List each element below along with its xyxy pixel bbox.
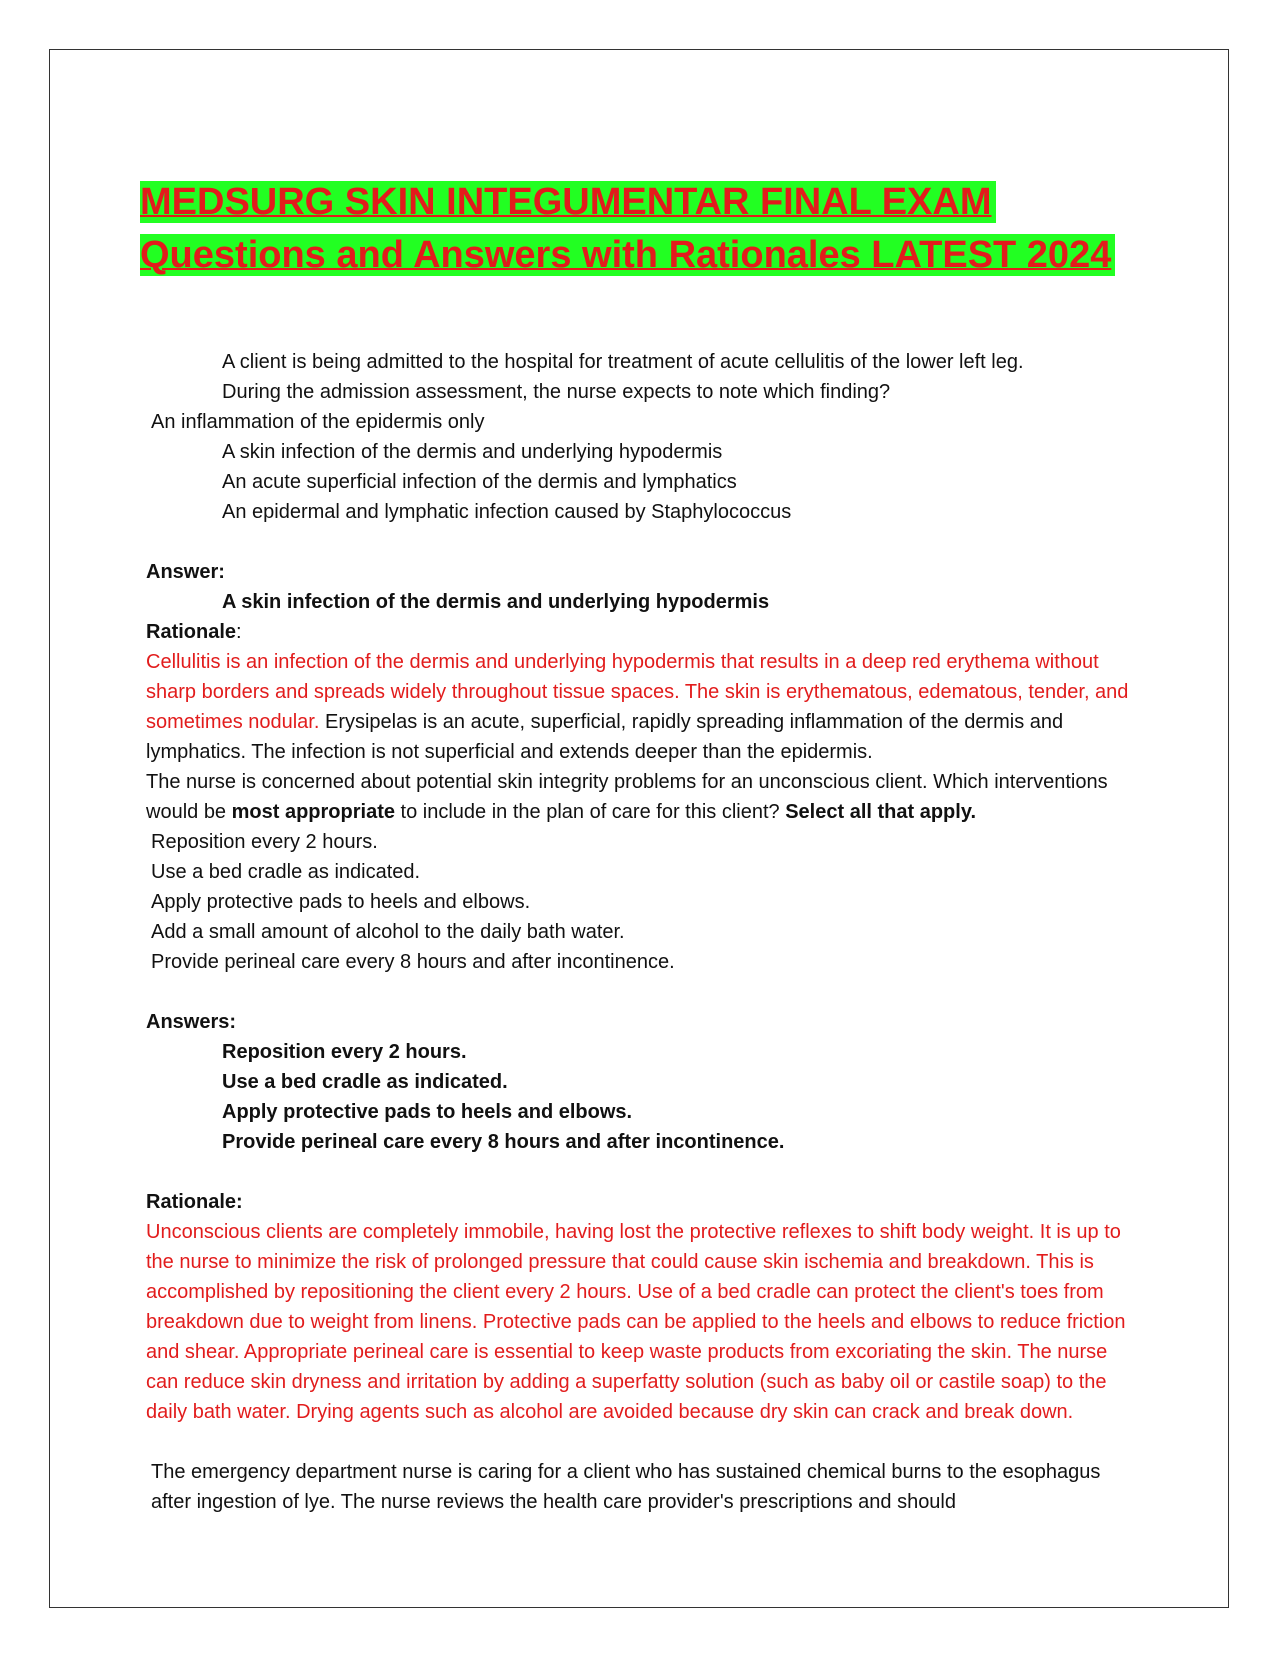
q2-option-5: Provide perineal care every 8 hours and after incontinence. [151,951,675,973]
q1-rationale-colon: : [236,621,242,643]
document-body [146,347,1136,1517]
title-line-2: Questions and Answers with Rationales LATEST 2024 [140,234,1115,276]
q1-option-1: An inflammation of the epidermis only [151,411,485,433]
q1-rationale-label: Rationale [146,621,237,643]
q2-option-3: Apply protective pads to heels and elbows. [151,891,531,913]
q2-option-4: Add a small amount of alcohol to the daily bath water. [151,921,625,943]
q1-answer-label: Answer: [146,561,225,583]
q1-option-3: An acute superficial infection of the dermis and lymphatics [222,471,737,493]
q2-answers-label: Answers: [146,1011,237,1033]
q1-answer: A skin infection of the dermis and underlying hypodermis [222,591,770,613]
q2-answer-4: Provide perineal care every 8 hours and after incontinence. [222,1131,785,1153]
q1-rationale-red: Cellulitis is an infection of the dermis and underlying hypodermis that results in a deep red erythema without sharp borders and spreads widely throughout tissue spaces. The skin is erythematous, edematous, tender, and sometimes nodular. [146,651,1129,733]
q2-stem-a: The nurse is concerned about potential skin integrity problems for an unconscious client. Which interventions would be [146,771,1108,823]
q2-stem-b: to include in the plan of care for this client? [394,801,786,823]
page-frame [49,49,1229,1608]
q2-stem-bold-1: most appropriate [231,801,395,823]
q2-rationale-label: Rationale: [146,1191,243,1213]
q2-option-2: Use a bed cradle as indicated. [151,861,421,883]
q2-answer-1: Reposition every 2 hours. [222,1041,467,1063]
q2-rationale: Unconscious clients are completely immobile, having lost the protective reflexes to shift body weight. It is up to the nurse to minimize the risk of prolonged pressure that could cause skin ischemia and breakdown. This is accomplished by repositioning the client every 2 hours. Use of a bed cradle can protect the client's toes from breakdown due to weight from linens. Protective pads can be applied to the heels and elbows to reduce friction and shear. Appropriate perineal care is essential to keep waste products from excoriating the skin. The nurse can reduce skin dryness and irritation by adding a superfatty solution (such as baby oil or castile soap) to the daily bath water. Drying agents such as alcohol are avoided because dry skin can crack and break down. [146,1221,1126,1423]
q2-stem [146,767,1136,827]
q1-option-2: A skin infection of the dermis and underlying hypodermis [222,441,723,463]
title-line-1: MEDSURG SKIN INTEGUMENTAR FINAL EXAM [140,181,996,223]
q1-rationale-heading [146,617,1136,647]
document-title [140,176,1115,282]
q1-option-4: An epidermal and lymphatic infection caused by Staphylococcus [222,501,792,523]
q2-option-1: Reposition every 2 hours. [151,831,378,853]
q1-stem-line-2: During the admission assessment, the nurse expects to note which finding? [222,381,891,403]
q3-stem: The emergency department nurse is caring for a client who has sustained chemical burns to the esophagus after ingestion of lye. The nurse reviews the health care provider's prescriptions and should [151,1461,1101,1513]
q2-stem-bold-2: Select all that apply. [785,801,977,823]
q2-answer-3: Apply protective pads to heels and elbows. [222,1101,633,1123]
q1-rationale [146,647,1136,767]
q1-stem-line-1: A client is being admitted to the hospital for treatment of acute cellulitis of the lower left leg. [222,351,1024,373]
q1-rationale-black: Erysipelas is an acute, superficial, rapidly spreading inflammation of the dermis and lymphatics. The infection is not superficial and extends deeper than the epidermis. [146,711,1064,763]
q2-answer-2: Use a bed cradle as indicated. [222,1071,508,1093]
